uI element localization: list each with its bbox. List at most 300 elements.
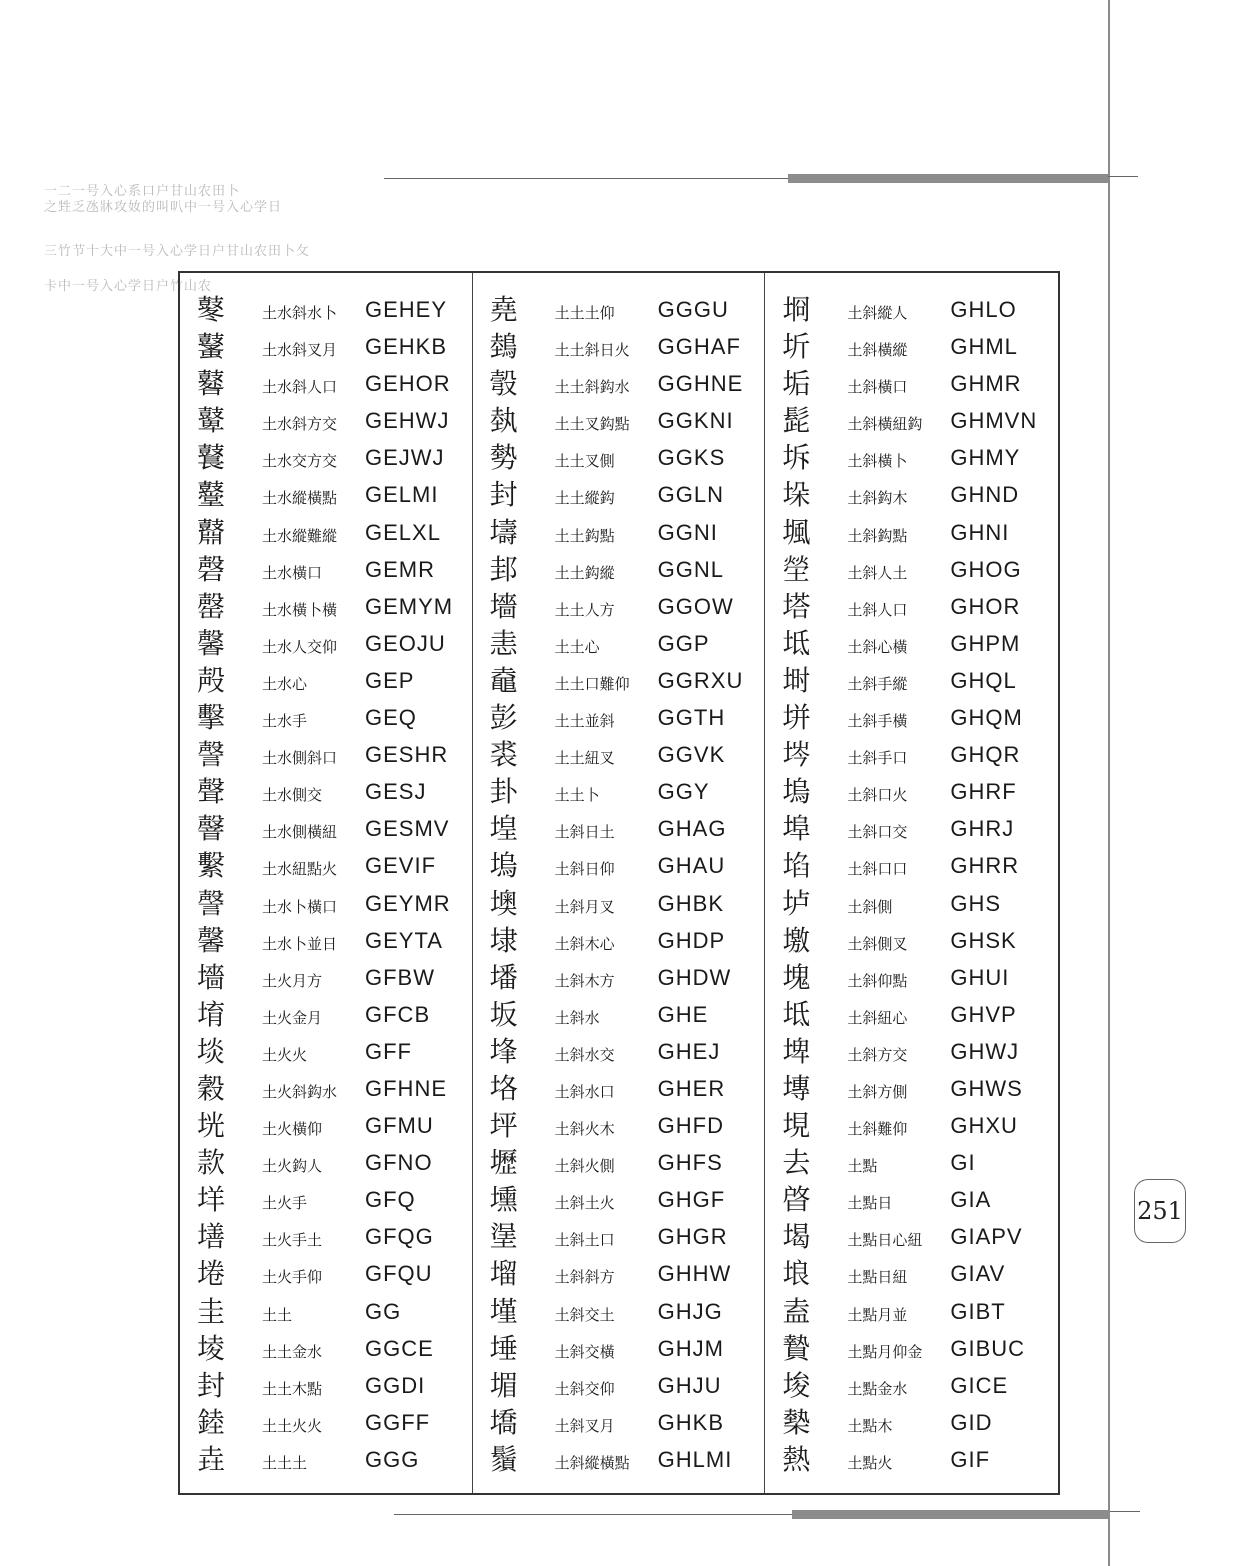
table-row [180,961,472,998]
character: 裘 [489,738,518,772]
radical-names: 土斜紐心 [847,1008,908,1027]
header-tick [1108,176,1138,177]
radical-names: 土火手土 [262,1231,323,1250]
character: 謦 [197,886,226,920]
input-code: GICE [950,1372,1009,1398]
input-code: GGP [657,630,710,656]
bleed-through-text: 之甡乏氹牀攻奻的叫叭中一号入心学日 [44,200,283,215]
input-code: GESMV [365,816,450,842]
radical-names: 土斜手口 [847,749,908,768]
input-code: GHPM [950,630,1021,656]
radical-names: 土斜橫紐鈎 [847,415,923,434]
table-row [765,1295,1058,1332]
radical-names: 土火火 [262,1045,308,1064]
input-code: GFQG [365,1224,434,1250]
table-row [180,701,472,738]
radical-names: 土土人方 [554,600,615,619]
table-row [765,404,1058,441]
input-code: GHGF [657,1187,726,1213]
input-code: GGRXU [657,667,744,693]
character: 埶 [489,404,518,438]
table-row [765,887,1058,924]
radical-names: 土水縱橫點 [262,489,338,508]
radical-names: 土斜叉月 [554,1416,615,1435]
table-row [473,998,765,1035]
table-row [180,664,472,701]
table-row [473,1257,765,1294]
table-row [180,1369,472,1406]
table-row [180,1332,472,1369]
radical-names: 土斜水交 [554,1045,615,1064]
radical-names: 土斜日土 [554,823,615,842]
input-code: GHDP [657,927,726,953]
input-code: GHRR [950,853,1020,879]
radical-names: 土火斜鈎水 [262,1082,338,1101]
table-row [765,1257,1058,1294]
radical-names: 土水人交仰 [262,637,338,656]
input-code: GHRF [950,779,1017,805]
character: 塣 [489,1220,518,1254]
table-row [765,998,1058,1035]
input-code: GGDI [365,1372,426,1398]
input-code: GGFF [365,1409,431,1435]
character: 卦 [489,775,518,809]
input-code: GEHWJ [365,408,450,434]
character: 罄 [197,589,226,623]
input-code: GHJM [657,1335,724,1361]
character: 坻 [782,626,811,660]
radical-names: 土點月仰金 [847,1342,923,1361]
table-row [473,812,765,849]
input-code: GELMI [365,482,439,508]
character: 堭 [489,812,518,846]
input-code: GGHAF [657,334,741,360]
character: 堨 [782,1220,811,1254]
radical-names: 土斜橫卜 [847,452,908,471]
input-code: GGVK [657,742,726,768]
character: 槷 [782,1405,811,1439]
table-row [473,961,765,998]
input-code: GHSK [950,927,1017,953]
page-number-badge [1134,1179,1186,1243]
radical-names: 土斜縱人 [847,304,908,322]
radical-names: 土水斜人口 [262,378,338,397]
radical-names: 土斜交橫 [554,1342,615,1361]
header-thin-rule [384,178,788,179]
input-code: GEHKB [365,334,448,360]
table-row [473,887,765,924]
table-row [473,1443,765,1480]
table-row [765,330,1058,367]
character: 穀 [197,1071,226,1105]
radical-names: 土水卜橫口 [262,897,338,916]
radical-names: 土斜日仰 [554,860,615,879]
radical-names: 土點日 [847,1194,893,1213]
character: 堯 [489,293,518,326]
character: 埈 [782,1368,811,1402]
character: 埌 [782,1257,811,1291]
input-code: GGOW [657,593,734,619]
character: 壢 [489,1146,518,1180]
character: 垙 [197,1109,226,1143]
input-code: GHJU [657,1372,722,1398]
radical-names: 土斜木方 [554,971,615,990]
radical-names: 土斜仰點 [847,971,908,990]
input-code: GGKNI [657,408,734,434]
table-row [180,627,472,664]
radical-names: 土斜縱橫點 [554,1453,630,1472]
character: 塯 [489,1257,518,1291]
character: 彀 [489,367,518,401]
character: 鼚 [197,441,226,475]
input-code: GHEJ [657,1038,721,1064]
table-row [180,812,472,849]
table-row [473,330,765,367]
table-column [180,273,473,1493]
character: 垪 [782,701,811,735]
radical-names: 土點日紐 [847,1268,908,1287]
table-row [765,664,1058,701]
character: 墧 [489,1405,518,1439]
table-row [765,553,1058,590]
table-row [473,924,765,961]
character: 壎 [489,1183,518,1217]
table-row [473,849,765,886]
input-code: GHOG [950,556,1022,582]
radical-names: 土土卜 [554,786,600,805]
table-row [180,1109,472,1146]
input-code: GGCE [365,1335,434,1361]
table-row [765,924,1058,961]
input-code: GHML [950,334,1018,360]
table-row [180,1295,472,1332]
input-code: GHJG [657,1298,723,1324]
input-code: GEVIF [365,853,437,879]
input-code: GFF [365,1038,412,1064]
table-row [473,516,765,553]
table-row [473,1035,765,1072]
radical-names: 土水橫卜橫 [262,600,338,619]
radical-names: 土火金月 [262,1008,323,1027]
radical-names: 土斜鈎木 [847,489,908,508]
radical-names: 土斜側 [847,897,893,916]
radical-names: 土土紐叉 [554,749,615,768]
character: 去 [782,1146,811,1180]
table-row [473,1109,765,1146]
radical-names: 土土口難仰 [554,674,630,693]
radical-names: 土土 [262,1305,293,1324]
radical-names: 土火橫仰 [262,1120,323,1139]
table-row [473,701,765,738]
input-code: GG [365,1298,402,1324]
character: 垛 [782,478,811,512]
character: 鬚 [489,1442,518,1476]
input-code: GEYTA [365,927,443,953]
character: 埢 [197,1257,226,1291]
radical-names: 土斜心橫 [847,637,908,656]
radical-names: 土斜水 [554,1008,600,1027]
character: 殸 [197,663,226,697]
character: 盍 [782,1294,811,1328]
character: 墐 [489,1294,518,1328]
character: 封 [489,478,518,512]
character: 塼 [782,1071,811,1105]
table-row [180,775,472,812]
table-row [180,590,472,627]
radical-names: 土水紐點火 [262,860,338,879]
input-code: GHRJ [950,816,1015,842]
character: 堸 [782,515,811,549]
character: 塢 [489,849,518,883]
table-row [180,998,472,1035]
character: 馨 [197,923,226,957]
input-code: GIBUC [950,1335,1026,1361]
radical-names: 土水斜水卜 [262,304,338,322]
input-code: GHQM [950,705,1023,731]
table-row [180,1035,472,1072]
input-code: GEQ [365,705,417,731]
radical-names: 土土火火 [262,1416,323,1435]
character: 垎 [489,1071,518,1105]
character: 封 [197,1368,226,1402]
input-code: GID [950,1409,993,1435]
character: 贄 [782,1331,811,1365]
radical-names: 土斜木心 [554,934,615,953]
input-code: GHNI [950,519,1010,545]
table-row [180,293,472,330]
table-row [765,1183,1058,1220]
character: 塊 [782,960,811,994]
input-code: GIBT [950,1298,1006,1324]
radical-names: 土土叉鈎點 [554,415,630,434]
table-row [473,404,765,441]
table-column [473,273,766,1493]
input-code: GHER [657,1075,726,1101]
character: 堎 [197,1331,226,1365]
input-code: GHOR [950,593,1021,619]
radical-names: 土水縱難縱 [262,526,338,545]
character: 埛 [782,293,811,326]
character: 壔 [489,515,518,549]
radical-names: 土水心 [262,674,308,693]
table-column [765,273,1058,1493]
radical-names: 土水橫口 [262,563,323,582]
radical-names: 土水側橫紐 [262,823,338,842]
character: 錴 [197,1405,226,1439]
character: 墺 [489,886,518,920]
radical-names: 土水手 [262,712,308,731]
radical-names: 土點 [847,1157,878,1176]
input-code: GHQL [950,667,1017,693]
character: 坂 [489,997,518,1031]
table-row [765,775,1058,812]
input-code: GEMYM [365,593,454,619]
table-row [473,1406,765,1443]
input-code: GELXL [365,519,441,545]
table-row [473,1220,765,1257]
character: 韾 [197,812,226,846]
table-row [180,478,472,515]
input-code: GEYMR [365,890,451,916]
input-code: GHLO [950,297,1017,322]
table-row [473,738,765,775]
table-row [765,516,1058,553]
table-row [473,1183,765,1220]
table-row [180,1406,472,1443]
table-row [473,775,765,812]
table-row [765,627,1058,664]
radical-names: 土火手 [262,1194,308,1213]
character: 熱 [782,1442,811,1476]
character: 埁 [782,738,811,772]
character: 磬 [197,552,226,586]
table-row [473,478,765,515]
input-code: GHBK [657,890,725,916]
character: 埘 [782,663,811,697]
character: 墦 [489,960,518,994]
input-code: GHMVN [950,408,1038,434]
table-row [180,1257,472,1294]
input-code: GESJ [365,779,427,805]
footer-tick [1110,1511,1140,1512]
character: 墡 [197,1220,226,1254]
input-code: GI [950,1150,976,1176]
character: 謦 [197,738,226,772]
table-row [765,1406,1058,1443]
character: 塢 [782,775,811,809]
table-row [180,330,472,367]
table-row [473,367,765,404]
table-row [765,961,1058,998]
table-row [765,1332,1058,1369]
character: 鼀 [489,663,518,697]
input-code: GHXU [950,1113,1018,1139]
character: 恚 [489,626,518,660]
radical-names: 土斜側叉 [847,934,908,953]
radical-names: 土斜手縱 [847,674,908,693]
input-code: GGGU [657,297,729,322]
radical-names: 土斜土火 [554,1194,615,1213]
input-code: GEHOR [365,371,451,397]
character: 埤 [782,1034,811,1068]
bleed-through-text: 三竹节十大中一号入心学日户甘山农田卜攵 [44,244,311,259]
input-code: GGNI [657,519,718,545]
character: 坪 [489,1109,518,1143]
radical-names: 土斜月叉 [554,897,615,916]
table-row [180,1146,472,1183]
table-row [180,441,472,478]
input-code: GGG [365,1446,420,1472]
character: 垢 [782,367,811,401]
table-row [180,404,472,441]
input-code: GGY [657,779,710,805]
table-row [180,1220,472,1257]
right-margin-rule [1108,0,1110,1566]
table-row [765,293,1058,330]
table-row [765,849,1058,886]
input-code: GHE [657,1001,709,1027]
input-code: GGKS [657,445,726,471]
input-code: GIF [950,1446,991,1472]
character: 晵 [782,1183,811,1217]
table-row [765,1369,1058,1406]
character: 墻 [489,589,518,623]
radical-names: 土斜土口 [554,1231,615,1250]
table-row [180,553,472,590]
character: 勢 [489,441,518,475]
input-code: GEP [365,667,415,693]
character: 擊 [197,701,226,735]
input-code: GEOJU [365,630,446,656]
footer-thin-rule [394,1514,792,1515]
input-code: GGLN [657,482,725,508]
input-code: GIA [950,1187,992,1213]
table-row [473,1072,765,1109]
input-code: GGNL [657,556,725,582]
input-code: GHS [950,890,1002,916]
input-code: GHAG [657,816,727,842]
input-code: GHFD [657,1113,724,1139]
input-code: GHLMI [657,1446,733,1472]
radical-names: 土土鈎縱 [554,563,615,582]
table-row [180,516,472,553]
radical-names: 土土鈎點 [554,526,615,545]
table-row [473,664,765,701]
table-row [180,887,472,924]
radical-names: 土點月並 [847,1305,908,1324]
character: 彭 [489,701,518,735]
table-row [765,1109,1058,1146]
table-row [180,1443,472,1480]
input-code: GFQU [365,1261,433,1287]
radical-names: 土斜斜方 [554,1268,615,1287]
radical-names: 土斜難仰 [847,1120,908,1139]
radical-names: 土水交方交 [262,452,338,471]
character: 鼘 [197,515,226,549]
character: 墻 [197,960,226,994]
radical-names: 土斜方交 [847,1045,908,1064]
input-code: GHQR [950,742,1021,768]
table-row [473,1369,765,1406]
radical-names: 土土土仰 [554,304,615,322]
radical-names: 土火手仰 [262,1268,323,1287]
table-row [180,738,472,775]
radical-names: 土斜橫口 [847,378,908,397]
input-code: GHKB [657,1409,725,1435]
character: 鼕 [197,293,226,326]
input-code: GFHNE [365,1075,447,1101]
input-code: GGTH [657,705,726,731]
radical-names: 土斜人口 [847,600,908,619]
radical-names: 土斜水口 [554,1082,615,1101]
radical-names: 土斜方側 [847,1082,908,1101]
table-row [473,590,765,627]
input-code: GFNO [365,1150,433,1176]
radical-names: 土斜口火 [847,786,908,805]
table-row [765,738,1058,775]
table-row [473,553,765,590]
input-code: GFBW [365,964,435,990]
character: 埠 [782,812,811,846]
radical-names: 土斜火木 [554,1120,615,1139]
table-row [765,701,1058,738]
radical-names: 土斜口口 [847,860,908,879]
radical-names: 土土土 [262,1453,308,1472]
input-code: GGHNE [657,371,744,397]
table-row [180,1183,472,1220]
radical-names: 土點木 [847,1416,893,1435]
radical-names: 土點火 [847,1453,893,1472]
